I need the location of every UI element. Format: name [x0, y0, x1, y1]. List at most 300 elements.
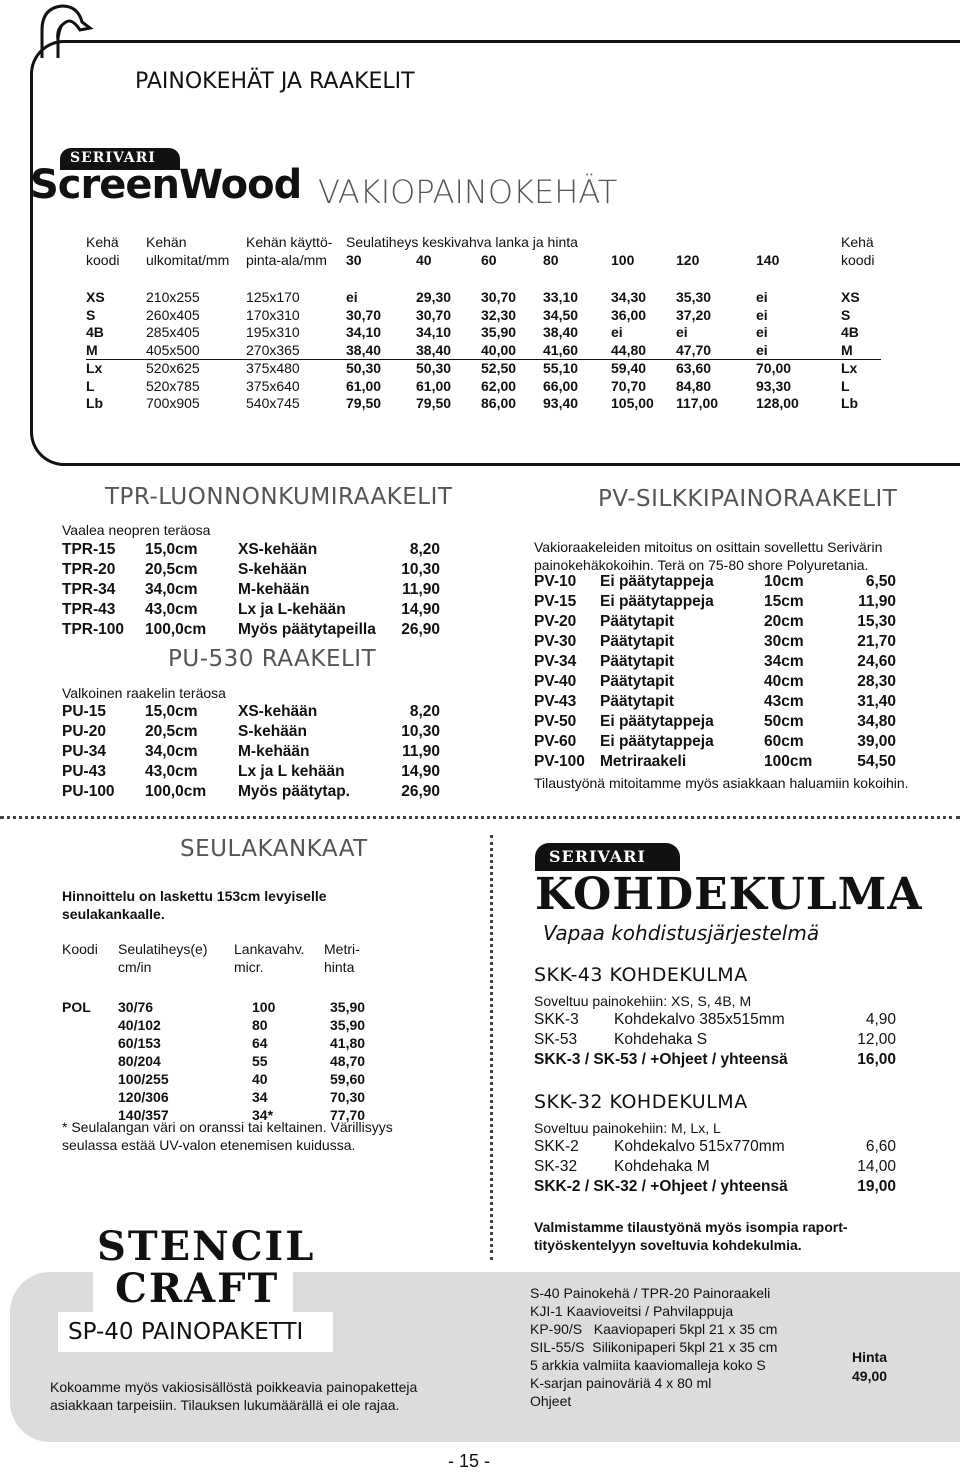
table-cell: 66,00 — [543, 377, 579, 394]
table-row — [534, 592, 896, 612]
vakio-head-2 — [86, 252, 881, 270]
table-cell: 14,00 — [857, 1158, 896, 1175]
table-cell: PV-10 — [534, 573, 577, 590]
table-cell: 210x255 — [146, 289, 200, 305]
head-cell: 30 — [346, 251, 362, 268]
table-cell: 61,00 — [346, 377, 382, 394]
table-row — [534, 712, 896, 732]
table-row — [86, 289, 881, 307]
table-cell: 30,70 — [416, 306, 452, 323]
table-cell: PV-20 — [534, 613, 577, 630]
table-cell: L — [86, 377, 95, 394]
table-cell: PV-60 — [534, 733, 577, 750]
table-row — [534, 732, 896, 752]
table-cell: 28,30 — [857, 673, 896, 690]
table-cell: 6,60 — [865, 1138, 896, 1155]
head-cell — [62, 958, 118, 976]
table-cell: TPR-43 — [62, 601, 116, 618]
table-cell: 59,40 — [611, 360, 676, 378]
table-cell: 375x640 — [246, 377, 300, 394]
table-cell: 34,10 — [346, 324, 382, 340]
table-cell: Kohdekalvo 385x515mm — [614, 1011, 785, 1028]
table-cell: 36,00 — [611, 306, 647, 323]
table-cell: 170x310 — [246, 306, 300, 323]
table-cell: 12,00 — [857, 1031, 896, 1048]
skk32-title: SKK-32 KOHDEKULMA — [534, 1091, 748, 1113]
seula-foot: * Seulalangan väri on oranssi tai keltainen. Värillisyys — [62, 1119, 393, 1135]
table-cell: 34,10 — [416, 324, 452, 340]
table-cell: 4B — [841, 324, 859, 340]
table-row — [62, 1052, 384, 1070]
total-label: SKK-2 / SK-32 / +Ohjeet / yhteensä — [534, 1178, 788, 1195]
table-cell: 100/255 — [118, 1071, 169, 1087]
table-row — [534, 692, 896, 712]
table-cell: 8,20 — [409, 541, 440, 558]
table-row — [86, 324, 881, 342]
table-cell: PV-50 — [534, 713, 577, 730]
table-cell: 15,30 — [857, 613, 896, 630]
table-cell: PU-15 — [62, 703, 106, 720]
table-cell: PU-20 — [62, 723, 106, 740]
table-cell: Lx — [841, 360, 881, 378]
table-row — [86, 360, 881, 378]
table-cell: 10cm — [764, 573, 804, 590]
head-cell: koodi — [86, 251, 120, 268]
table-cell: Myös päätytap. — [238, 783, 350, 800]
table-cell: 35,90 — [330, 999, 366, 1015]
table-cell: 100cm — [764, 753, 813, 770]
table-cell: 125x170 — [246, 289, 300, 305]
total-row — [534, 1177, 896, 1197]
table-cell: 50,30 — [346, 360, 416, 378]
table-cell: 100 — [252, 999, 276, 1015]
table-cell: 44,80 — [611, 341, 647, 358]
seula-note: seulakankaalle. — [62, 906, 165, 922]
table-cell: 84,80 — [676, 377, 712, 394]
table-cell: 34,80 — [857, 713, 896, 730]
table-cell: 30/76 — [118, 999, 154, 1015]
table-cell: Kohdekalvo 515x770mm — [614, 1138, 785, 1155]
pv-intro: Vakioraakeleiden mitoitus on osittain sovellettu Serivärin — [534, 539, 883, 555]
table-cell: 34 — [252, 1089, 268, 1105]
table-cell: 29,30 — [416, 289, 452, 305]
table-cell: 195x310 — [246, 324, 300, 340]
table-cell: 26,90 — [401, 783, 440, 800]
total-value: 16,00 — [857, 1051, 896, 1068]
table-cell: Ei päätytappeja — [600, 733, 714, 750]
table-row — [86, 307, 881, 325]
table-cell: 15,0cm — [145, 703, 198, 720]
table-cell: 40cm — [764, 673, 804, 690]
tpr-subtitle: Vaalea neopren teräosa — [62, 522, 211, 538]
table-cell: 120/306 — [118, 1089, 169, 1105]
table-cell: SKK-3 — [534, 1011, 579, 1028]
table-cell: 80/204 — [118, 1053, 161, 1069]
divider — [490, 835, 493, 1260]
head-cell: koodi — [841, 251, 875, 268]
table-cell: 260x405 — [146, 306, 200, 323]
page-number: - 15 - — [448, 1451, 491, 1471]
head-cell: hinta — [324, 959, 355, 975]
table-cell: 14,90 — [401, 763, 440, 780]
price-label: Hinta — [852, 1349, 887, 1365]
table-cell: 70,70 — [611, 377, 647, 394]
table-cell: ei — [676, 324, 688, 340]
table-cell: 37,20 — [676, 306, 712, 323]
pu-subtitle: Valkoinen raakelin teräosa — [62, 685, 226, 701]
table-cell: 50,30 — [416, 360, 481, 378]
table-row — [534, 1157, 896, 1177]
table-row — [86, 378, 881, 396]
table-cell: 4B — [86, 324, 104, 340]
table-cell: Lx ja L-kehään — [238, 601, 346, 618]
kohde-note: tityöskentelyyn soveltuvia kohdekulmia. — [534, 1237, 802, 1253]
table-cell: Päätytapit — [600, 693, 675, 710]
table-cell: ei — [756, 306, 768, 323]
table-cell: 80 — [252, 1017, 268, 1033]
table-cell: PU-100 — [62, 783, 115, 800]
table-cell: 140/357 — [118, 1107, 169, 1123]
table-cell: 38,40 — [416, 341, 452, 358]
table-cell: ei — [756, 324, 768, 340]
kohdekulma-logo: SERIVARI KOHDEKULMA Vapaa kohdistusjärjestelmä — [535, 843, 895, 953]
total-label: SKK-3 / SK-53 / +Ohjeet / yhteensä — [534, 1051, 788, 1068]
table-cell: L — [841, 377, 850, 394]
table-cell: PV-43 — [534, 693, 577, 710]
table-cell: 35,30 — [676, 289, 712, 305]
seula-table — [62, 940, 384, 1124]
table-cell: 10,30 — [401, 723, 440, 740]
table-cell: 43,0cm — [145, 601, 198, 618]
pv-table — [534, 572, 896, 772]
table-cell: 540x745 — [246, 395, 300, 411]
table-row — [62, 600, 440, 620]
table-cell: Päätytapit — [600, 653, 675, 670]
table-cell: M — [841, 341, 853, 358]
vakio-head-1 — [86, 234, 881, 252]
table-cell: Ei päätytappeja — [600, 573, 714, 590]
list-item: KJI-1 Kaavioveitsi / Pahvilappuja — [530, 1303, 734, 1319]
table-cell: 63,60 — [676, 360, 756, 378]
table-cell: 520x785 — [146, 377, 200, 394]
table-row — [62, 620, 440, 640]
skk32-sub: Soveltuu painokehiin: M, Lx, L — [534, 1120, 721, 1136]
table-cell — [62, 1052, 118, 1070]
table-cell: 59,60 — [330, 1071, 366, 1087]
table-cell: 55,10 — [543, 360, 611, 378]
list-item: KP-90/S Kaaviopaperi 5kpl 21 x 35 cm — [530, 1321, 778, 1337]
table-cell: PV-34 — [534, 653, 577, 670]
table-row — [534, 1010, 896, 1030]
table-cell: S-kehään — [238, 723, 307, 740]
table-cell: TPR-15 — [62, 541, 116, 558]
table-cell: Päätytapit — [600, 633, 675, 650]
list-item: Ohjeet — [530, 1393, 572, 1409]
table-cell — [62, 1088, 118, 1106]
table-cell: 86,00 — [481, 395, 517, 411]
head-cell: Kehä — [86, 234, 119, 250]
table-cell: 40/102 — [118, 1017, 161, 1033]
table-row — [86, 395, 881, 413]
table-cell: 48,70 — [330, 1053, 366, 1069]
table-row — [62, 560, 440, 580]
table-row — [62, 1034, 384, 1052]
table-cell: 100,0cm — [145, 783, 207, 800]
table-cell: Ei päätytappeja — [600, 713, 714, 730]
list-item: SIL-55/S Silikonipaperi 5kpl 21 x 35 cm — [530, 1339, 778, 1355]
table-cell: 41,60 — [543, 341, 579, 358]
table-cell: 11,90 — [402, 743, 440, 760]
table-cell: Ei päätytappeja — [600, 593, 714, 610]
skk43-sub: Soveltuu painokehiin: XS, S, 4B, M — [534, 993, 752, 1009]
table-cell: 20,5cm — [145, 561, 198, 578]
table-cell: 520x625 — [146, 360, 246, 378]
table-cell: 128,00 — [756, 395, 799, 411]
table-cell: 34cm — [764, 653, 804, 670]
table-cell: 55 — [252, 1053, 268, 1069]
tpr-table — [62, 540, 440, 640]
table-cell: 79,50 — [416, 395, 452, 411]
table-cell: PU-34 — [62, 743, 106, 760]
table-cell: 43cm — [764, 693, 804, 710]
head-cell: Koodi — [62, 941, 98, 957]
table-cell: 39,00 — [857, 733, 896, 750]
table-cell: 26,90 — [401, 621, 440, 638]
table-cell: 30,70 — [481, 289, 517, 305]
table-row — [62, 762, 440, 782]
seula-foot: seulassa estää UV-valon etenemisen kuidussa. — [62, 1137, 356, 1153]
table-cell: 77,70 — [330, 1107, 366, 1123]
table-cell: 60cm — [764, 733, 804, 750]
table-cell: ei — [756, 341, 768, 358]
stencil-items — [530, 1284, 777, 1410]
table-cell: 117,00 — [676, 395, 719, 411]
table-cell: 35,90 — [330, 1017, 366, 1033]
table-cell: SKK-2 — [534, 1138, 579, 1155]
head-cell: 60 — [481, 251, 497, 268]
head-cell: Kehän käyttö- — [246, 234, 333, 250]
table-cell: SK-32 — [534, 1158, 578, 1175]
table-cell: 15,0cm — [145, 541, 198, 558]
table-cell: Lb — [86, 395, 104, 411]
head-cell: Lankavahv. — [234, 941, 305, 957]
page-title: PAINOKEHÄT JA RAAKELIT — [135, 69, 415, 94]
head-cell: micr. — [234, 959, 264, 975]
table-cell: M — [86, 341, 98, 358]
table-cell: 38,40 — [346, 341, 382, 358]
table-cell: 21,70 — [857, 633, 896, 650]
seula-title: SEULAKANKAAT — [180, 836, 368, 862]
table-cell: 4,90 — [865, 1011, 896, 1028]
table-cell — [62, 1034, 118, 1052]
table-cell: PU-43 — [62, 763, 106, 780]
table-cell: PV-40 — [534, 673, 577, 690]
table-cell: 34,0cm — [145, 743, 198, 760]
table-cell: Lx ja L kehään — [238, 763, 345, 780]
table-cell: 79,50 — [346, 395, 382, 411]
table-cell: 700x905 — [146, 395, 200, 411]
table-cell: 33,10 — [543, 289, 579, 305]
vakio-table — [86, 234, 881, 413]
vakio-title: VAKIOPAINOKEHÄT — [318, 173, 618, 211]
table-cell: POL — [62, 999, 91, 1015]
table-cell: M-kehään — [238, 743, 310, 760]
table-row — [62, 998, 384, 1016]
table-cell: 34,50 — [543, 306, 579, 323]
list-item: S-40 Painokehä / TPR-20 Painoraakeli — [530, 1285, 771, 1301]
kohde-note: Valmistamme tilaustyönä myös isompia raport- — [534, 1219, 848, 1235]
table-cell: TPR-100 — [62, 621, 125, 638]
table-cell: 62,00 — [481, 377, 517, 394]
table-cell: 47,70 — [676, 341, 712, 358]
table-cell: 41,80 — [330, 1035, 366, 1051]
head-cell: Seulatiheys(e) — [118, 941, 208, 957]
table-cell: 15cm — [764, 593, 804, 610]
table-cell: 20cm — [764, 613, 804, 630]
table-cell: S — [86, 306, 96, 323]
table-row — [62, 580, 440, 600]
table-row — [62, 1088, 384, 1106]
pu-title: PU-530 RAAKELIT — [168, 646, 377, 672]
table-cell — [62, 1070, 118, 1088]
table-cell: 31,40 — [857, 693, 896, 710]
table-cell: Myös päätytapeilla — [238, 621, 376, 638]
table-row — [534, 672, 896, 692]
table-cell: Päätytapit — [600, 673, 675, 690]
price-value: 49,00 — [852, 1368, 888, 1384]
table-row — [534, 632, 896, 652]
head-cell: Metri- — [324, 941, 360, 957]
stencil-logo: STENCIL CRAFT — [93, 1223, 293, 1313]
divider — [0, 816, 960, 819]
table-cell: 14,90 — [401, 601, 440, 618]
table-cell: 43,0cm — [145, 763, 198, 780]
table-row — [86, 342, 881, 360]
table-cell: 30,70 — [346, 306, 382, 323]
table-row — [62, 702, 440, 722]
table-cell: S — [841, 306, 851, 323]
table-row — [534, 1030, 896, 1050]
table-cell: 11,90 — [858, 593, 896, 610]
table-cell: 34,30 — [611, 289, 647, 305]
table-cell: S-kehään — [238, 561, 307, 578]
head-cell: 40 — [416, 251, 432, 268]
table-cell: 270x365 — [246, 341, 300, 358]
pu-table — [62, 702, 440, 802]
table-cell: ei — [346, 289, 358, 305]
table-cell: 64 — [252, 1035, 268, 1051]
table-cell: TPR-34 — [62, 581, 116, 598]
table-row — [62, 742, 440, 762]
table-cell: XS-kehään — [238, 703, 318, 720]
head-cell: 80 — [543, 251, 559, 268]
table-row — [534, 1137, 896, 1157]
total-row — [534, 1050, 896, 1070]
table-cell: ei — [611, 324, 623, 340]
table-cell: Metriraakeli — [600, 753, 687, 770]
table-cell: 40 — [252, 1071, 268, 1087]
table-cell: Kohdehaka S — [614, 1031, 708, 1048]
table-cell: 52,50 — [481, 360, 543, 378]
head-cell: ulkomitat/mm — [146, 251, 230, 268]
table-cell: TPR-20 — [62, 561, 116, 578]
table-cell: Kohdehaka M — [614, 1158, 710, 1175]
table-cell: 24,60 — [857, 653, 896, 670]
skk32-table — [534, 1137, 896, 1197]
head-cell: pinta-ala/mm — [246, 251, 327, 268]
table-cell: Päätytapit — [600, 613, 675, 630]
table-cell: 105,00 — [611, 395, 654, 411]
table-cell: 50cm — [764, 713, 804, 730]
screenwood-logo: SERIVARI ScreenWood — [30, 150, 302, 208]
table-cell: 34* — [252, 1107, 274, 1123]
skk43-table — [534, 1010, 896, 1070]
table-cell: 11,90 — [402, 581, 440, 598]
table-row — [62, 1070, 384, 1088]
table-cell: SK-53 — [534, 1031, 578, 1048]
table-cell: Lx — [86, 360, 146, 378]
table-cell: 70,00 — [756, 360, 841, 378]
table-cell: 20,5cm — [145, 723, 198, 740]
table-cell: 70,30 — [330, 1089, 366, 1105]
head-cell: Seulatiheys keskivahva lanka ja hinta — [346, 234, 578, 250]
table-row — [62, 540, 440, 560]
list-item: 5 arkkia valmiita kaaviomalleja koko S — [530, 1357, 766, 1373]
total-value: 19,00 — [857, 1178, 896, 1195]
skk43-title: SKK-43 KOHDEKULMA — [534, 964, 748, 986]
table-cell: 8,20 — [409, 703, 440, 720]
head-cell: Kehä — [841, 234, 874, 250]
table-cell: 10,30 — [401, 561, 440, 578]
table-cell: 93,40 — [543, 395, 579, 411]
table-cell: PV-15 — [534, 593, 577, 610]
table-cell: 60/153 — [118, 1035, 161, 1051]
table-cell: XS — [841, 289, 860, 305]
table-cell: PV-30 — [534, 633, 577, 650]
head-cell: 100 — [611, 251, 635, 268]
table-row — [62, 782, 440, 802]
table-cell: 34,0cm — [145, 581, 198, 598]
sp40-title: SP-40 PAINOPAKETTI — [68, 1319, 304, 1345]
table-cell: ei — [756, 289, 768, 305]
pv-footer: Tilaustyönä mitoitamme myös asiakkaan haluamiin kokoihin. — [534, 775, 909, 791]
head-cell: 120 — [676, 251, 700, 268]
table-cell: Lb — [841, 395, 859, 411]
table-cell — [62, 1016, 118, 1034]
stencil-desc: asiakkaan tarpeisiin. Tilauksen lukumäärällä ei ole rajaa. — [50, 1397, 400, 1413]
table-cell: 61,00 — [416, 377, 452, 394]
table-cell: 93,30 — [756, 377, 792, 394]
seula-note: Hinnoittelu on laskettu 153cm levyiselle — [62, 888, 327, 904]
table-row — [62, 722, 440, 742]
pv-title: PV-SILKKIPAINORAAKELIT — [598, 486, 898, 512]
table-row — [62, 1016, 384, 1034]
table-cell: 35,90 — [481, 324, 517, 340]
table-cell: XS-kehään — [238, 541, 318, 558]
table-cell: 100,0cm — [145, 621, 207, 638]
table-cell: 54,50 — [857, 753, 896, 770]
table-cell: 40,00 — [481, 341, 517, 358]
table-cell: 285x405 — [146, 324, 200, 340]
table-cell: 6,50 — [865, 573, 896, 590]
table-cell: 375x480 — [246, 360, 346, 378]
list-item: K-sarjan painoväriä 4 x 80 ml — [530, 1375, 712, 1391]
table-row — [534, 612, 896, 632]
pv-intro: painokehäkokoihin. Terä on 75-80 shore Polyuretania. — [534, 557, 869, 573]
table-cell: XS — [86, 289, 105, 305]
table-cell: M-kehään — [238, 581, 310, 598]
table-cell: 30cm — [764, 633, 804, 650]
